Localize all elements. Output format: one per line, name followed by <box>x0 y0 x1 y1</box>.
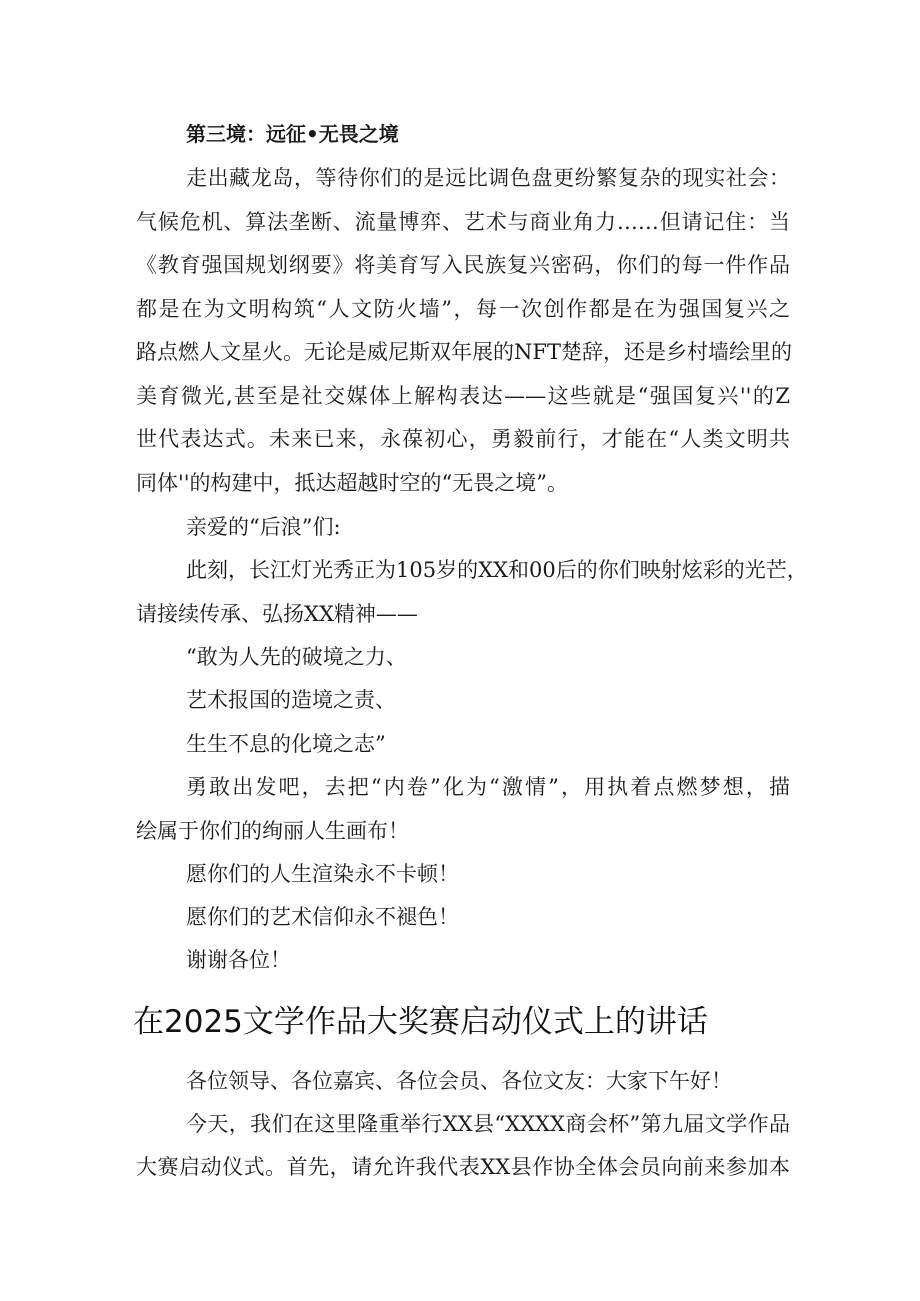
section-heading: 第三境：远征•无畏之境 <box>186 122 399 146</box>
paragraph-line: 大赛启动仪式。首先，请允许我代表XX县作协全体会员向前来参加本 <box>136 1155 790 1179</box>
thanks-line: 谢谢各位！ <box>186 948 291 972</box>
paragraph-line: 此刻，长江灯光秀正为105岁的XX和00后的你们映射炫彩的光芒， <box>186 558 808 582</box>
paragraph-line: 请接续传承、弘扬XX精神—— <box>136 602 418 626</box>
paragraph-line: 《教育强国规划纲要》将美育写入民族复兴密码，你们的每一件作品 <box>136 253 790 277</box>
paragraph-line: 同体''的构建中，抵达超越时空的“无畏之境”。 <box>136 471 569 495</box>
greeting-line: 亲爱的“后浪”们: <box>186 515 341 539</box>
paragraph-line: 勇敢出发吧，去把“内卷”化为“激情”，用执着点燃梦想，描 <box>186 775 790 799</box>
paragraph-line: 都是在为文明构筑“人文防火墙”，每一次创作都是在为强国复兴之 <box>136 297 790 321</box>
paragraph-line: 走出藏龙岛，等待你们的是远比调色盘更纷繁复杂的现实社会： <box>186 166 790 190</box>
paragraph-line: 气候危机、算法垄断、流量博弈、艺术与商业角力……但请记住：当 <box>136 210 790 234</box>
paragraph-line: 世代表达式。未来已来，永葆初心，勇毅前行，才能在“人类文明共 <box>136 427 790 451</box>
wish-line: 愿你们的人生渲染永不卡顿！ <box>186 862 459 886</box>
quote-line: 艺术报国的造境之责、 <box>186 688 396 712</box>
speech-title: 在2025文学作品大奖赛启动仪式上的讲话 <box>133 1004 708 1040</box>
wish-line: 愿你们的艺术信仰永不褪色！ <box>186 905 459 929</box>
quote-line: “敢为人先的破境之力、 <box>186 645 407 669</box>
paragraph-line: 美育微光,甚至是社交媒体上解构表达——这些就是“强国复兴''的Z <box>136 384 790 408</box>
paragraph-line: 路点燃人文星火。无论是威尼斯双年展的NFT楚辞，还是乡村墙绘里的 <box>136 340 792 364</box>
paragraph-line: 绘属于你们的绚丽人生画布！ <box>136 819 409 843</box>
quote-line: 生生不息的化境之志” <box>186 732 386 756</box>
paragraph-line: 今天，我们在这里隆重举行XX县“XXXX商会杯”第九届文学作品 <box>186 1112 790 1136</box>
salutation-line: 各位领导、各位嘉宾、各位会员、各位文友：大家下午好！ <box>186 1069 732 1093</box>
